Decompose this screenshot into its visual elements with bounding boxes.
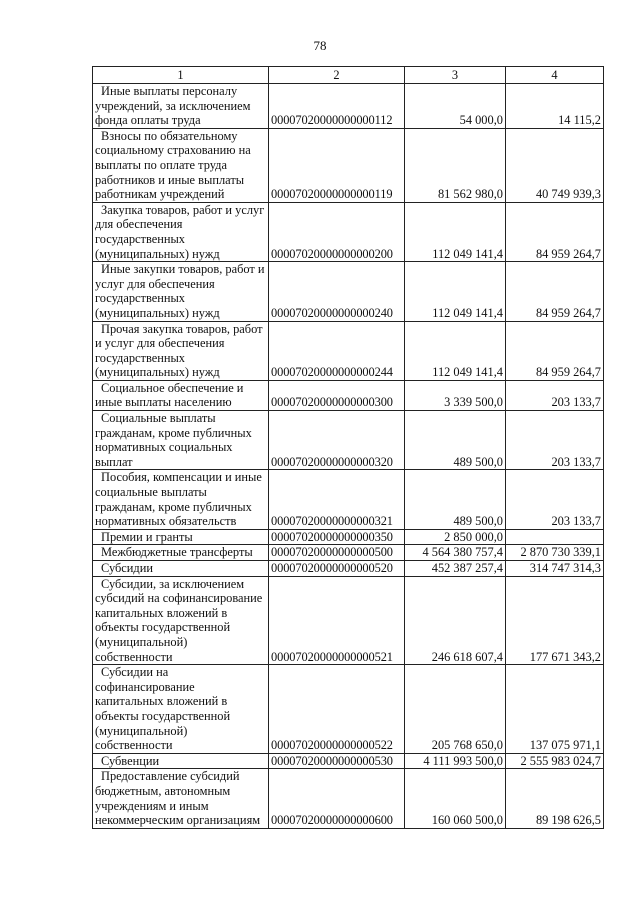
amount-col4: 203 133,7 [506,380,604,410]
budget-code: 00007020000000000240 [269,262,405,321]
expense-name [93,84,269,129]
amount-col3: 246 618 607,4 [405,576,506,665]
table-row [93,561,604,577]
expense-name-text: Премии и гранты [101,529,193,544]
expense-name-text: Закупка товаров, работ и услуг для обеспечения государственных (муниципальных) нужд [95,202,265,261]
budget-code: 00007020000000000520 [269,561,405,577]
amount-col4: 84 959 264,7 [506,202,604,261]
expense-name [93,470,269,529]
table-row [93,321,604,380]
expense-name-text: Прочая закупка товаров, работ и услуг для обеспечения государственных (муниципальных) нужд [95,321,263,380]
budget-code: 00007020000000000350 [269,529,405,545]
amount-col3: 160 060 500,0 [405,769,506,828]
expense-name-text: Социальные выплаты гражданам, кроме публичных нормативных социальных выплат [95,411,252,469]
expense-name [93,665,269,754]
budget-code: 00007020000000000500 [269,545,405,561]
amount-col3: 81 562 980,0 [405,128,506,202]
amount-col4: 314 747 314,3 [506,561,604,577]
budget-table [92,66,604,829]
expense-name [93,262,269,321]
budget-code: 00007020000000000112 [269,84,405,129]
column-header-1: 1 [93,67,269,84]
budget-code: 00007020000000000320 [269,411,405,470]
expense-name [93,202,269,261]
amount-col4: 2 870 730 339,1 [506,545,604,561]
amount-col3: 4 564 380 757,4 [405,545,506,561]
amount-col3: 4 111 993 500,0 [405,753,506,769]
budget-code: 00007020000000000300 [269,380,405,410]
table-row [93,470,604,529]
expense-name [93,576,269,665]
expense-name-text: Субсидии, за исключением субсидий на софинансирование капитальных вложений в объекты государственной (муниципальной) собственности [95,576,263,664]
table-row [93,128,604,202]
expense-name-text: Субсидии на софинансирование капитальных вложений в объекты государственной (муниципальной) собственности [95,665,231,753]
amount-col4: 84 959 264,7 [506,262,604,321]
expense-name-text: Иные закупки товаров, работ и услуг для обеспечения государственных (муниципальных) нужд [95,262,265,320]
amount-col4: 177 671 343,2 [506,576,604,665]
column-header-2: 2 [269,67,405,84]
amount-col4: 2 555 983 024,7 [506,753,604,769]
budget-code: 00007020000000000321 [269,470,405,529]
column-header-4: 4 [506,67,604,84]
amount-col4: 84 959 264,7 [506,321,604,380]
expense-name [93,529,269,545]
expense-name-text: Предоставление субсидий бюджетным, автономным учреждениям и иным некоммерческим организациям [95,769,261,828]
expense-name [93,380,269,410]
amount-col3: 489 500,0 [405,470,506,529]
amount-col3: 112 049 141,4 [405,321,506,380]
amount-col4: 89 198 626,5 [506,769,604,828]
amount-col4: 203 133,7 [506,470,604,529]
budget-code: 00007020000000000244 [269,321,405,380]
expense-name [93,411,269,470]
budget-code: 00007020000000000521 [269,576,405,665]
amount-col3: 112 049 141,4 [405,262,506,321]
amount-col4: 137 075 971,1 [506,665,604,754]
table-row [93,753,604,769]
amount-col3: 54 000,0 [405,84,506,129]
budget-code: 00007020000000000522 [269,665,405,754]
expense-name-text: Субсидии [101,561,153,575]
expense-name [93,561,269,577]
amount-col4: 40 749 939,3 [506,128,604,202]
expense-name-text: Межбюджетные трансферты [101,545,253,560]
column-header-3: 3 [405,67,506,84]
table-row [93,576,604,665]
budget-code: 00007020000000000200 [269,202,405,261]
table-row [93,529,604,545]
budget-code: 00007020000000000530 [269,753,405,769]
expense-name-text: Социальное обеспечение и иные выплаты населению [95,380,244,410]
expense-name-text: Иные выплаты персоналу учреждений, за исключением фонда оплаты труда [95,84,251,128]
table-row [93,411,604,470]
amount-col3: 452 387 257,4 [405,561,506,577]
table-row [93,84,604,129]
expense-name [93,769,269,828]
amount-col4 [506,529,604,545]
amount-col4: 14 115,2 [506,84,604,129]
expense-name [93,753,269,769]
amount-col3: 489 500,0 [405,411,506,470]
expense-name [93,545,269,561]
table-row [93,665,604,754]
expense-name-text: Взносы по обязательному социальному страхованию на выплаты по оплате труда работников и иные выплаты работникам учреждений [95,128,251,202]
expense-name [93,321,269,380]
budget-code: 00007020000000000119 [269,128,405,202]
amount-col3: 112 049 141,4 [405,202,506,261]
page-number: 78 [313,38,327,53]
expense-name-text: Пособия, компенсации и иные социальные выплаты гражданам, кроме публичных нормативных обязательств [95,470,262,529]
table-row [93,769,604,828]
table-header-row [93,67,604,84]
table-row [93,380,604,410]
table-row [93,545,604,561]
table-row [93,262,604,321]
amount-col3: 2 850 000,0 [405,529,506,545]
budget-code: 00007020000000000600 [269,769,405,828]
table-row [93,202,604,261]
amount-col4: 203 133,7 [506,411,604,470]
amount-col3: 3 339 500,0 [405,380,506,410]
expense-name [93,128,269,202]
expense-name-text: Субвенции [101,753,160,768]
amount-col3: 205 768 650,0 [405,665,506,754]
